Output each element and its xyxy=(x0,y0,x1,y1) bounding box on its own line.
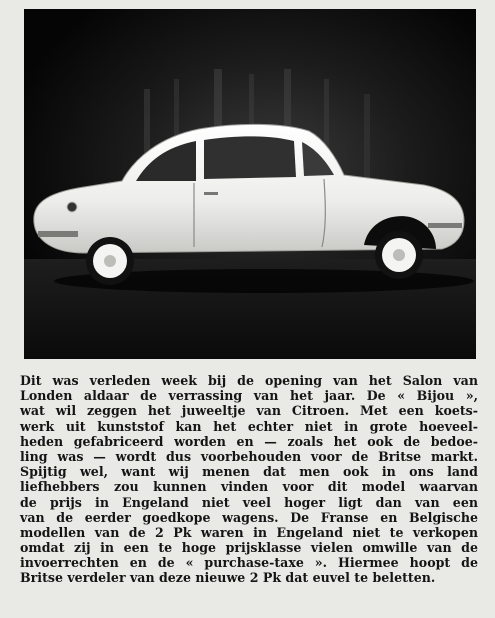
article-line: werk uit kunststof kan het echter niet in grote hoeveel- xyxy=(20,418,478,434)
article-line: van de eerder goedkope wagens. De Franse en Belgische xyxy=(20,509,478,525)
car-photo xyxy=(24,9,476,359)
article-line: Spijtig wel, want wij menen dat men ook in ons land xyxy=(20,464,478,480)
article-line: invoerrechten en de « purchase-taxe ». Hiermee hoopt de xyxy=(20,555,478,571)
article-line: modellen van de 2 Pk waren in Engeland niet te verkopen xyxy=(20,524,478,540)
article-line: wat wil zeggen het juweeltje van Citroen. Met een koets- xyxy=(20,403,478,419)
article-line: heden gefabriceerd worden en — zoals het ook de bedoe- xyxy=(20,433,478,449)
article-line: de prijs in Engeland niet veel hoger ligt dan van een xyxy=(20,494,478,510)
citroen-bijou-illustration xyxy=(24,9,476,359)
article-line: ling was — wordt dus voorbehouden voor de Britse markt. xyxy=(20,448,478,464)
article-line: omdat zij in een te hoge prijsklasse vielen omwille van de xyxy=(20,540,478,556)
article-body xyxy=(20,373,478,586)
rear-wheel xyxy=(86,237,134,285)
article-line: Dit was verleden week bij de opening van het Salon van xyxy=(20,373,478,388)
article-line: Britse verdeler van deze nieuwe 2 Pk dat euvel te beletten. xyxy=(20,570,436,586)
article-line: liefhebbers zou kunnen vinden voor dit model waarvan xyxy=(20,479,478,495)
article-line: Londen aldaar de verrassing van het jaar. De « Bijou », xyxy=(20,388,478,404)
